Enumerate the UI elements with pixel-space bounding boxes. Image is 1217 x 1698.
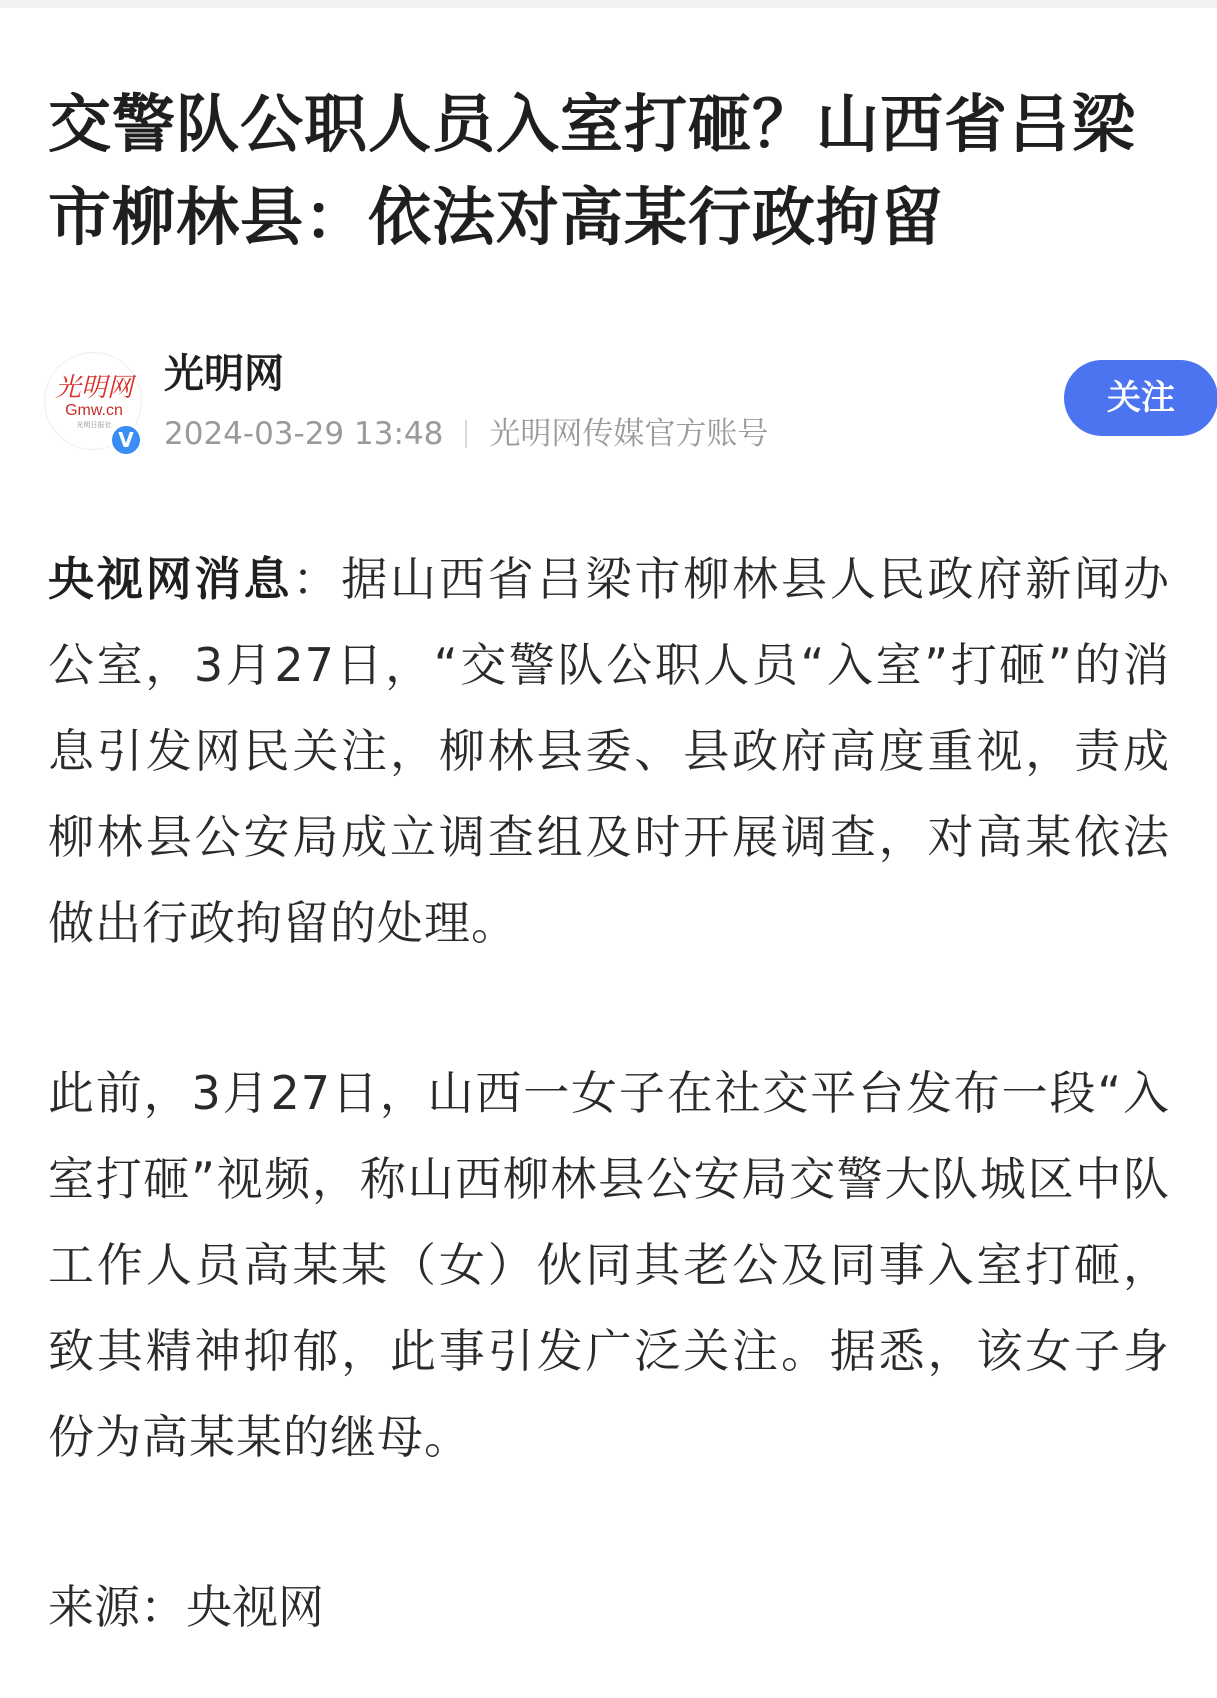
article-title: 交警队公职人员入室打砸？山西省吕梁市柳林县：依法对高某行政拘留 (48, 88, 1136, 254)
article-source: 来源：央视网 (48, 1580, 324, 1634)
author-avatar[interactable] (44, 352, 142, 450)
article-paragraph (48, 536, 1170, 966)
verified-icon: V (109, 423, 143, 457)
watermark-logo (880, 1630, 1200, 1690)
article-body (48, 536, 1170, 1650)
follow-button[interactable]: 关注 (1064, 360, 1217, 436)
avatar-logo-sub: 光明日报社 (76, 421, 112, 429)
paragraph-lead: 央视网消息 (48, 552, 293, 606)
author-bar (44, 346, 1174, 456)
author-name[interactable]: 光明网 (164, 351, 284, 397)
article-paragraph (48, 1050, 1170, 1480)
account-description: 光明网传媒官方账号 (489, 416, 769, 452)
top-divider (0, 0, 1217, 8)
author-meta (164, 412, 768, 456)
avatar-logo-domain: Gmw.cn (65, 402, 123, 419)
paragraph-text: ：据山西省吕梁市柳林县人民政府新闻办公室，3月27日，“交警队公职人员“入室”打砸”的消息引发网民关注，柳林县委、县政府高度重视，责成柳林县公安局成立调查组及时开展调查，对高某依法做出行政拘留的处理。 (48, 552, 1171, 950)
meta-separator (465, 420, 467, 448)
avatar-logo-text: 光明网 (54, 373, 133, 402)
publish-datetime: 2024-03-29 13:48 (164, 416, 444, 452)
paragraph-text: 此前，3月27日，山西一女子在社交平台发布一段“入室打砸”视频，称山西柳林县公安局交警大队城区中队工作人员高某某（女）伙同其老公及同事入室打砸，致其精神抑郁，此事引发广泛关注。据悉，该女子身份为高某某的继母。 (48, 1066, 1170, 1464)
